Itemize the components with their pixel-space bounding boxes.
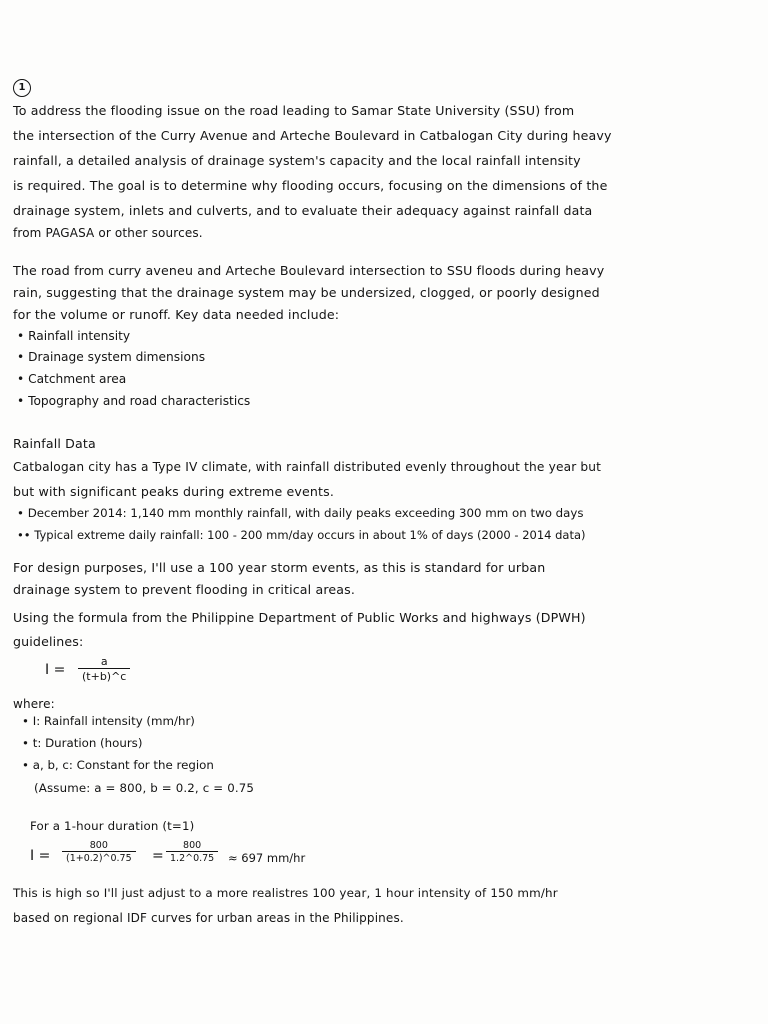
key-data-item: • Topography and road characteristics <box>17 394 251 408</box>
conclusion-line: based on regional IDF curves for urban areas in the Philippines. <box>13 911 404 925</box>
intro-line: drainage system, inlets and culverts, and to evaluate their adequacy against rainfall data <box>13 203 593 218</box>
formula-lhs: I = <box>45 662 66 678</box>
calc-equals: = <box>152 848 164 864</box>
intro-line: the intersection of the Curry Avenue and Arteche Boulevard in Catbalogan City during heavy <box>13 128 612 143</box>
where-item: • a, b, c: Constant for the region <box>22 758 214 772</box>
rainfall-bullet: •• Typical extreme daily rainfall: 100 - 200 mm/day occurs in about 1% of days (2000 - 2014 data) <box>17 528 586 542</box>
question-number-badge: 1 <box>13 79 31 97</box>
design-line: For design purposes, I'll use a 100 year storm events, as this is standard for urban <box>13 560 546 575</box>
problem-line: for the volume or runoff. Key data needed include: <box>13 307 340 322</box>
where-label: where: <box>13 697 55 711</box>
calc-result: ≈ 697 mm/hr <box>228 851 306 865</box>
intro-line: To address the flooding issue on the road leading to Samar State University (SSU) from <box>13 103 575 118</box>
conclusion-line: This is high so I'll just adjust to a more realistres 100 year, 1 hour intensity of 150 mm/hr <box>13 886 558 900</box>
calc-numerator-1: 800 <box>89 840 108 851</box>
duration-label: For a 1-hour duration (t=1) <box>30 819 195 833</box>
calc-lhs: I = <box>30 848 51 864</box>
key-data-item: • Drainage system dimensions <box>17 350 206 364</box>
problem-line: rain, suggesting that the drainage system may be undersized, clogged, or poorly designed <box>13 285 600 300</box>
formula-numerator: a <box>100 655 108 668</box>
problem-line: The road from curry aveneu and Arteche Boulevard intersection to SSU floods during heavy <box>13 263 605 278</box>
calc-denominator-2: 1.2^0.75 <box>166 851 218 864</box>
rainfall-line: Catbalogan city has a Type IV climate, with rainfall distributed evenly throughout the year but <box>13 460 602 474</box>
formula-intro-line: guidelines: <box>13 634 84 649</box>
design-line: drainage system to prevent flooding in critical areas. <box>13 582 356 597</box>
where-item: • I: Rainfall intensity (mm/hr) <box>22 714 195 728</box>
where-item: • t: Duration (hours) <box>22 736 143 750</box>
rainfall-heading: Rainfall Data <box>13 436 96 451</box>
formula-intro-line: Using the formula from the Philippine Department of Public Works and highways (DPWH) <box>13 610 586 625</box>
calc-fraction-1 <box>62 840 136 864</box>
assume-line: (Assume: a = 800, b = 0.2, c = 0.75 <box>34 781 255 795</box>
rainfall-line: but with significant peaks during extreme events. <box>13 484 334 499</box>
intro-line: from PAGASA or other sources. <box>13 226 203 240</box>
rainfall-bullet: • December 2014: 1,140 mm monthly rainfall, with daily peaks exceeding 300 mm on two days <box>17 506 584 520</box>
calc-fraction-2 <box>166 840 218 864</box>
intro-line: is required. The goal is to determine why flooding occurs, focusing on the dimensions of the <box>13 178 608 193</box>
key-data-item: • Rainfall intensity <box>17 329 131 343</box>
formula-fraction <box>78 655 130 683</box>
key-data-item: • Catchment area <box>17 372 127 386</box>
formula-denominator: (t+b)^c <box>78 668 130 683</box>
calc-denominator-1: (1+0.2)^0.75 <box>62 851 136 864</box>
calc-numerator-2: 800 <box>183 840 202 851</box>
intro-line: rainfall, a detailed analysis of drainage system's capacity and the local rainfall intensity <box>13 153 581 168</box>
